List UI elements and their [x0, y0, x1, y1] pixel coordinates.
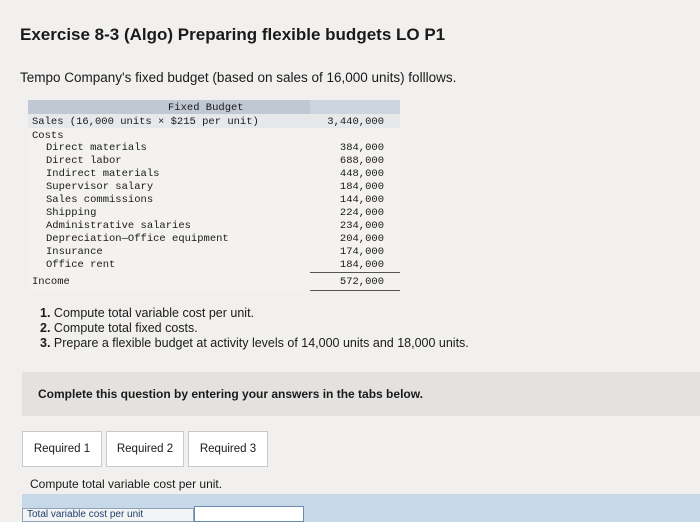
table-row — [28, 246, 400, 259]
cost-label: Office rent — [46, 259, 116, 271]
income-label: Income — [32, 276, 70, 288]
sales-value: 3,440,000 — [327, 116, 384, 128]
cost-value: 384,000 — [339, 142, 384, 154]
cost-value: 184,000 — [339, 181, 384, 193]
tab-required-1[interactable]: Required 1 — [22, 431, 102, 467]
cost-value: 688,000 — [339, 155, 384, 167]
table-row — [28, 155, 400, 168]
question-list — [40, 306, 469, 351]
cost-label: Direct labor — [46, 155, 122, 167]
total-underline — [310, 272, 400, 273]
table-row — [28, 220, 400, 233]
cost-label: Sales commissions — [46, 194, 154, 206]
fixed-budget-table — [28, 100, 400, 292]
question-item: 1. Compute total variable cost per unit. — [40, 306, 255, 320]
cost-label: Shipping — [46, 207, 97, 219]
table-row — [28, 207, 400, 220]
cost-label: Administrative salaries — [46, 220, 191, 232]
sales-row — [28, 116, 400, 129]
question-item: 2. Compute total fixed costs. — [40, 321, 198, 335]
costs-label: Costs — [32, 130, 64, 142]
page-title: Exercise 8-3 (Algo) Preparing flexible budgets LO P1 — [20, 25, 446, 44]
cost-label: Insurance — [46, 246, 103, 258]
sales-label: Sales (16,000 units × $215 per unit) — [32, 116, 259, 128]
instructions-text: Complete this question by entering your answers in the tabs below. — [38, 387, 423, 401]
cost-label: Indirect materials — [46, 168, 160, 180]
cost-value: 224,000 — [339, 207, 384, 219]
cost-value: 204,000 — [339, 233, 384, 245]
budget-header: Fixed Budget — [168, 102, 244, 114]
cost-value: 174,000 — [339, 246, 384, 258]
table-row — [28, 233, 400, 246]
question-item: 3. Prepare a flexible budget at activity levels of 14,000 units and 18,000 units. — [40, 336, 469, 350]
answer-label: Total variable cost per unit — [22, 508, 194, 522]
instructions-bar — [22, 372, 700, 416]
income-row — [28, 276, 400, 289]
variable-cost-input[interactable] — [194, 506, 304, 522]
tab-required-2[interactable]: Required 2 — [106, 431, 184, 467]
income-underline — [310, 290, 400, 291]
table-row — [28, 142, 400, 155]
cost-value: 144,000 — [339, 194, 384, 206]
cost-value: 234,000 — [339, 220, 384, 232]
tab-required-3[interactable]: Required 3 — [188, 431, 268, 467]
income-value: 572,000 — [339, 276, 384, 288]
answer-row — [22, 494, 700, 522]
table-row — [28, 194, 400, 207]
cost-label: Direct materials — [46, 142, 147, 154]
cost-label: Supervisor salary — [46, 181, 154, 193]
cost-value: 184,000 — [339, 259, 384, 271]
prompt-text: Compute total variable cost per unit. — [30, 477, 223, 491]
table-row — [28, 168, 400, 181]
table-row — [28, 181, 400, 194]
intro-text: Tempo Company's fixed budget (based on sales of 16,000 units) folllows. — [20, 70, 457, 85]
cost-value: 448,000 — [339, 168, 384, 180]
table-row — [28, 259, 400, 272]
cost-label: Depreciation—Office equipment — [46, 233, 229, 245]
